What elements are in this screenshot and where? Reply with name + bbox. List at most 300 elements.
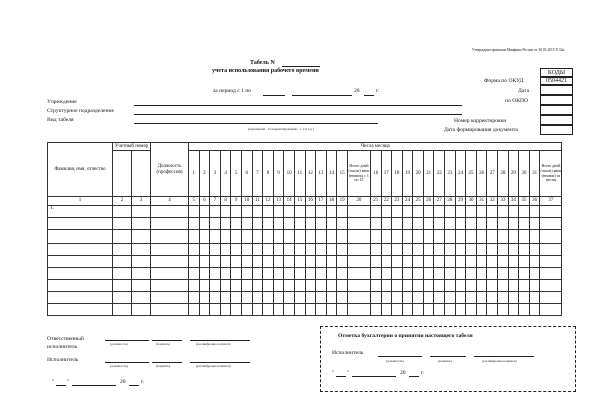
table-cell[interactable] — [316, 230, 327, 244]
table-cell[interactable] — [252, 256, 263, 268]
table-cell[interactable] — [466, 244, 477, 256]
table-cell[interactable] — [434, 280, 445, 292]
timesheet-number-line[interactable] — [282, 66, 320, 67]
table-cell[interactable] — [413, 206, 424, 218]
table-cell[interactable] — [294, 304, 305, 316]
table-cell[interactable] — [529, 268, 540, 280]
table-cell[interactable] — [294, 206, 305, 218]
table-cell[interactable] — [498, 230, 509, 244]
table-cell[interactable] — [113, 304, 132, 316]
table-cell[interactable] — [540, 218, 562, 230]
table-cell[interactable] — [529, 292, 540, 304]
period-month-line[interactable] — [292, 95, 352, 96]
table-cell[interactable] — [273, 304, 284, 316]
table-cell[interactable] — [252, 280, 263, 292]
table-cell[interactable] — [220, 292, 231, 304]
table-cell[interactable] — [529, 256, 540, 268]
table-cell[interactable] — [48, 256, 113, 268]
table-cell[interactable] — [370, 218, 381, 230]
table-cell[interactable] — [241, 256, 252, 268]
table-cell[interactable] — [210, 292, 221, 304]
table-cell[interactable] — [316, 256, 327, 268]
table-cell[interactable] — [381, 268, 392, 280]
table-cell[interactable] — [48, 280, 113, 292]
table-cell[interactable] — [508, 206, 519, 218]
table-cell[interactable] — [413, 304, 424, 316]
table-cell[interactable] — [113, 230, 132, 244]
table-cell[interactable] — [189, 304, 200, 316]
table-cell[interactable] — [498, 280, 509, 292]
table-cell[interactable] — [381, 256, 392, 268]
table-cell[interactable] — [263, 244, 274, 256]
table-cell[interactable] — [241, 304, 252, 316]
table-cell[interactable] — [402, 206, 413, 218]
table-cell[interactable] — [370, 244, 381, 256]
table-cell[interactable] — [326, 256, 337, 268]
table-cell[interactable] — [540, 292, 562, 304]
table-cell[interactable] — [231, 256, 242, 268]
table-cell[interactable] — [48, 218, 113, 230]
table-cell[interactable] — [445, 244, 456, 256]
table-cell[interactable] — [423, 268, 434, 280]
okpo-code-cell[interactable] — [540, 95, 573, 105]
table-cell[interactable] — [132, 304, 151, 316]
table-cell[interactable] — [508, 218, 519, 230]
table-cell[interactable] — [284, 256, 295, 268]
table-cell[interactable] — [113, 280, 132, 292]
table-cell[interactable] — [466, 304, 477, 316]
table-cell[interactable] — [113, 218, 132, 230]
table-cell[interactable] — [316, 218, 327, 230]
table-cell[interactable] — [466, 256, 477, 268]
table-cell[interactable] — [347, 230, 370, 244]
table-cell[interactable] — [519, 218, 530, 230]
table-cell[interactable] — [210, 218, 221, 230]
table-cell[interactable] — [294, 256, 305, 268]
table-cell[interactable] — [381, 206, 392, 218]
table-cell[interactable] — [316, 268, 327, 280]
table-cell[interactable] — [347, 206, 370, 218]
table-cell[interactable] — [231, 244, 242, 256]
blank-code-cell-2[interactable] — [540, 115, 573, 125]
table-cell[interactable] — [189, 206, 200, 218]
table-cell[interactable] — [370, 256, 381, 268]
accounting-day-line[interactable] — [336, 376, 346, 377]
table-cell[interactable] — [455, 280, 466, 292]
table-cell[interactable] — [220, 206, 231, 218]
table-cell[interactable] — [476, 244, 487, 256]
table-cell[interactable] — [210, 206, 221, 218]
table-cell[interactable] — [263, 256, 274, 268]
table-cell[interactable] — [370, 268, 381, 280]
table-cell[interactable] — [189, 256, 200, 268]
table-cell[interactable] — [413, 292, 424, 304]
table-cell[interactable] — [487, 268, 498, 280]
table-cell[interactable] — [199, 280, 210, 292]
table-cell[interactable] — [231, 280, 242, 292]
table-cell[interactable] — [466, 230, 477, 244]
table-cell[interactable] — [189, 244, 200, 256]
date-code-cell[interactable] — [540, 85, 573, 95]
table-cell[interactable] — [381, 244, 392, 256]
table-cell[interactable] — [540, 268, 562, 280]
table-cell[interactable] — [305, 206, 316, 218]
table-cell[interactable] — [284, 292, 295, 304]
table-cell[interactable] — [487, 256, 498, 268]
table-cell[interactable] — [231, 268, 242, 280]
table-cell[interactable] — [445, 230, 456, 244]
table-cell[interactable] — [316, 304, 327, 316]
table-cell[interactable] — [151, 218, 189, 230]
table-cell[interactable] — [466, 280, 477, 292]
table-cell[interactable] — [392, 218, 403, 230]
table-cell[interactable] — [519, 206, 530, 218]
table-cell[interactable] — [284, 230, 295, 244]
table-cell[interactable] — [305, 304, 316, 316]
table-cell[interactable] — [519, 280, 530, 292]
table-cell[interactable] — [113, 292, 132, 304]
table-cell[interactable] — [294, 268, 305, 280]
table-cell[interactable] — [252, 218, 263, 230]
table-cell[interactable] — [381, 292, 392, 304]
table-cell[interactable] — [241, 244, 252, 256]
table-cell[interactable] — [445, 206, 456, 218]
table-cell[interactable] — [231, 206, 242, 218]
table-cell[interactable] — [392, 244, 403, 256]
table-cell[interactable] — [529, 304, 540, 316]
table-cell[interactable] — [241, 268, 252, 280]
table-cell[interactable] — [434, 256, 445, 268]
table-cell[interactable] — [294, 230, 305, 244]
table-cell[interactable] — [423, 206, 434, 218]
table-cell[interactable] — [199, 206, 210, 218]
table-cell[interactable] — [508, 280, 519, 292]
table-cell[interactable] — [273, 268, 284, 280]
table-cell[interactable] — [508, 268, 519, 280]
table-cell[interactable] — [199, 244, 210, 256]
formed-date-cell[interactable] — [540, 125, 573, 135]
table-cell[interactable] — [284, 304, 295, 316]
table-cell[interactable] — [337, 268, 348, 280]
table-cell[interactable] — [423, 218, 434, 230]
table-cell[interactable] — [476, 230, 487, 244]
table-cell[interactable] — [241, 206, 252, 218]
accounting-decryption-line[interactable] — [474, 356, 534, 357]
table-cell[interactable] — [423, 304, 434, 316]
date-year-line[interactable] — [129, 385, 139, 386]
table-cell[interactable] — [220, 280, 231, 292]
table-cell[interactable] — [529, 218, 540, 230]
table-cell[interactable] — [210, 304, 221, 316]
table-cell[interactable] — [241, 292, 252, 304]
table-cell[interactable] — [273, 256, 284, 268]
table-cell[interactable] — [487, 218, 498, 230]
table-cell[interactable] — [263, 292, 274, 304]
table-cell[interactable] — [392, 206, 403, 218]
table-cell[interactable] — [476, 256, 487, 268]
table-cell[interactable] — [316, 206, 327, 218]
table-cell[interactable] — [189, 218, 200, 230]
table-cell[interactable] — [263, 230, 274, 244]
table-cell[interactable] — [434, 218, 445, 230]
table-cell[interactable] — [337, 304, 348, 316]
table-cell[interactable] — [529, 206, 540, 218]
table-cell[interactable] — [498, 268, 509, 280]
table-cell[interactable] — [316, 292, 327, 304]
department-line[interactable] — [134, 114, 462, 115]
table-cell[interactable] — [519, 292, 530, 304]
accounting-month-line[interactable] — [352, 376, 396, 377]
table-cell[interactable] — [445, 268, 456, 280]
table-cell[interactable] — [252, 268, 263, 280]
table-cell[interactable] — [519, 256, 530, 268]
table-cell[interactable] — [392, 268, 403, 280]
table-cell[interactable] — [252, 292, 263, 304]
table-cell[interactable] — [220, 218, 231, 230]
table-cell[interactable] — [252, 230, 263, 244]
table-cell[interactable] — [337, 230, 348, 244]
table-cell[interactable] — [199, 218, 210, 230]
table-cell[interactable] — [466, 218, 477, 230]
responsible-position-line[interactable] — [105, 340, 149, 341]
table-cell[interactable] — [476, 280, 487, 292]
table-cell[interactable] — [455, 256, 466, 268]
table-cell[interactable] — [210, 244, 221, 256]
table-cell[interactable] — [487, 292, 498, 304]
table-cell[interactable] — [199, 304, 210, 316]
table-cell[interactable] — [326, 280, 337, 292]
table-cell[interactable] — [326, 268, 337, 280]
table-cell[interactable] — [392, 304, 403, 316]
table-cell[interactable] — [241, 230, 252, 244]
table-cell[interactable] — [455, 218, 466, 230]
table-cell[interactable] — [476, 268, 487, 280]
table-cell[interactable] — [220, 304, 231, 316]
table-cell[interactable] — [132, 206, 151, 218]
table-cell[interactable] — [455, 230, 466, 244]
table-cell[interactable] — [284, 218, 295, 230]
period-end-line[interactable] — [263, 95, 285, 96]
responsible-signature-line[interactable] — [152, 340, 182, 341]
table-cell[interactable] — [151, 292, 189, 304]
table-cell[interactable] — [466, 206, 477, 218]
table-cell[interactable] — [423, 280, 434, 292]
table-cell[interactable] — [402, 244, 413, 256]
table-cell[interactable] — [132, 280, 151, 292]
table-cell[interactable] — [402, 230, 413, 244]
table-cell[interactable] — [370, 230, 381, 244]
table-cell[interactable] — [529, 244, 540, 256]
table-cell[interactable] — [519, 244, 530, 256]
table-cell[interactable] — [263, 206, 274, 218]
date-month-line[interactable] — [72, 385, 116, 386]
table-cell[interactable] — [305, 244, 316, 256]
table-cell[interactable] — [210, 256, 221, 268]
table-cell[interactable] — [498, 218, 509, 230]
table-cell[interactable] — [151, 280, 189, 292]
table-cell[interactable] — [294, 244, 305, 256]
table-cell[interactable] — [402, 268, 413, 280]
table-cell[interactable] — [326, 244, 337, 256]
table-cell[interactable] — [540, 244, 562, 256]
table-cell[interactable] — [263, 268, 274, 280]
table-cell[interactable] — [132, 230, 151, 244]
table-cell[interactable] — [113, 206, 132, 218]
table-cell[interactable] — [210, 230, 221, 244]
table-cell[interactable] — [284, 206, 295, 218]
table-cell[interactable] — [413, 256, 424, 268]
table-cell[interactable] — [132, 256, 151, 268]
table-cell[interactable] — [466, 268, 477, 280]
table-cell[interactable] — [294, 292, 305, 304]
table-cell[interactable] — [305, 256, 316, 268]
table-cell[interactable] — [402, 304, 413, 316]
table-cell[interactable]: 1. — [48, 206, 113, 218]
table-cell[interactable] — [413, 244, 424, 256]
table-cell[interactable] — [199, 292, 210, 304]
table-cell[interactable] — [151, 304, 189, 316]
table-cell[interactable] — [252, 244, 263, 256]
table-cell[interactable] — [113, 244, 132, 256]
table-cell[interactable] — [413, 268, 424, 280]
table-cell[interactable] — [48, 304, 113, 316]
table-cell[interactable] — [305, 268, 316, 280]
table-cell[interactable] — [132, 218, 151, 230]
table-cell[interactable] — [508, 304, 519, 316]
table-cell[interactable] — [252, 304, 263, 316]
table-cell[interactable] — [445, 256, 456, 268]
table-cell[interactable] — [284, 280, 295, 292]
table-cell[interactable] — [508, 292, 519, 304]
table-cell[interactable] — [434, 292, 445, 304]
table-cell[interactable] — [220, 230, 231, 244]
institution-line[interactable] — [134, 105, 462, 106]
table-cell[interactable] — [326, 230, 337, 244]
table-cell[interactable] — [445, 218, 456, 230]
table-cell[interactable] — [370, 280, 381, 292]
table-cell[interactable] — [316, 280, 327, 292]
table-cell[interactable] — [199, 268, 210, 280]
table-cell[interactable] — [337, 256, 348, 268]
table-cell[interactable] — [347, 256, 370, 268]
table-cell[interactable] — [540, 256, 562, 268]
table-cell[interactable] — [337, 218, 348, 230]
table-cell[interactable] — [498, 244, 509, 256]
table-cell[interactable] — [231, 230, 242, 244]
table-cell[interactable] — [455, 244, 466, 256]
table-cell[interactable] — [199, 230, 210, 244]
table-cell[interactable] — [392, 256, 403, 268]
table-cell[interactable] — [413, 230, 424, 244]
table-cell[interactable] — [132, 244, 151, 256]
table-cell[interactable] — [48, 292, 113, 304]
table-cell[interactable] — [132, 268, 151, 280]
period-year-line[interactable] — [364, 95, 374, 96]
table-cell[interactable] — [487, 244, 498, 256]
table-cell[interactable] — [189, 268, 200, 280]
table-cell[interactable] — [529, 230, 540, 244]
table-cell[interactable] — [189, 280, 200, 292]
table-cell[interactable] — [434, 268, 445, 280]
executor-signature-line[interactable] — [152, 362, 182, 363]
table-cell[interactable] — [263, 218, 274, 230]
table-cell[interactable] — [455, 206, 466, 218]
table-cell[interactable] — [113, 268, 132, 280]
table-cell[interactable] — [48, 230, 113, 244]
table-cell[interactable] — [445, 304, 456, 316]
table-cell[interactable] — [263, 280, 274, 292]
table-cell[interactable] — [347, 280, 370, 292]
table-cell[interactable] — [455, 268, 466, 280]
table-cell[interactable] — [151, 230, 189, 244]
table-cell[interactable] — [498, 206, 509, 218]
table-cell[interactable] — [519, 268, 530, 280]
table-cell[interactable] — [241, 280, 252, 292]
table-cell[interactable] — [294, 280, 305, 292]
table-cell[interactable] — [231, 218, 242, 230]
table-cell[interactable] — [113, 256, 132, 268]
executor-decryption-line[interactable] — [190, 362, 250, 363]
table-cell[interactable] — [392, 230, 403, 244]
date-day-line[interactable] — [56, 385, 66, 386]
table-cell[interactable] — [540, 280, 562, 292]
table-cell[interactable] — [434, 206, 445, 218]
table-cell[interactable] — [381, 304, 392, 316]
table-cell[interactable] — [316, 244, 327, 256]
table-cell[interactable] — [498, 292, 509, 304]
table-cell[interactable] — [519, 230, 530, 244]
table-cell[interactable] — [445, 280, 456, 292]
table-cell[interactable] — [273, 292, 284, 304]
table-cell[interactable] — [402, 256, 413, 268]
table-cell[interactable] — [273, 230, 284, 244]
table-cell[interactable] — [220, 256, 231, 268]
table-cell[interactable] — [445, 292, 456, 304]
table-cell[interactable] — [284, 268, 295, 280]
table-cell[interactable] — [413, 280, 424, 292]
table-cell[interactable] — [252, 206, 263, 218]
table-cell[interactable] — [381, 230, 392, 244]
table-cell[interactable] — [434, 304, 445, 316]
table-cell[interactable] — [455, 304, 466, 316]
table-cell[interactable] — [476, 206, 487, 218]
table-cell[interactable] — [423, 256, 434, 268]
table-cell[interactable] — [540, 304, 562, 316]
table-cell[interactable] — [381, 280, 392, 292]
table-cell[interactable] — [305, 230, 316, 244]
table-cell[interactable] — [326, 218, 337, 230]
table-cell[interactable] — [220, 268, 231, 280]
table-cell[interactable] — [434, 244, 445, 256]
table-cell[interactable] — [305, 292, 316, 304]
table-cell[interactable] — [498, 304, 509, 316]
table-cell[interactable] — [347, 304, 370, 316]
table-cell[interactable] — [151, 206, 189, 218]
responsible-decryption-line[interactable] — [190, 340, 250, 341]
blank-code-cell-1[interactable] — [540, 105, 573, 115]
table-cell[interactable] — [402, 280, 413, 292]
table-cell[interactable] — [487, 206, 498, 218]
table-cell[interactable] — [370, 206, 381, 218]
table-cell[interactable] — [326, 304, 337, 316]
table-cell[interactable] — [48, 244, 113, 256]
table-cell[interactable] — [189, 230, 200, 244]
table-cell[interactable] — [347, 244, 370, 256]
table-cell[interactable] — [476, 304, 487, 316]
table-cell[interactable] — [132, 292, 151, 304]
table-cell[interactable] — [199, 256, 210, 268]
table-cell[interactable] — [540, 230, 562, 244]
